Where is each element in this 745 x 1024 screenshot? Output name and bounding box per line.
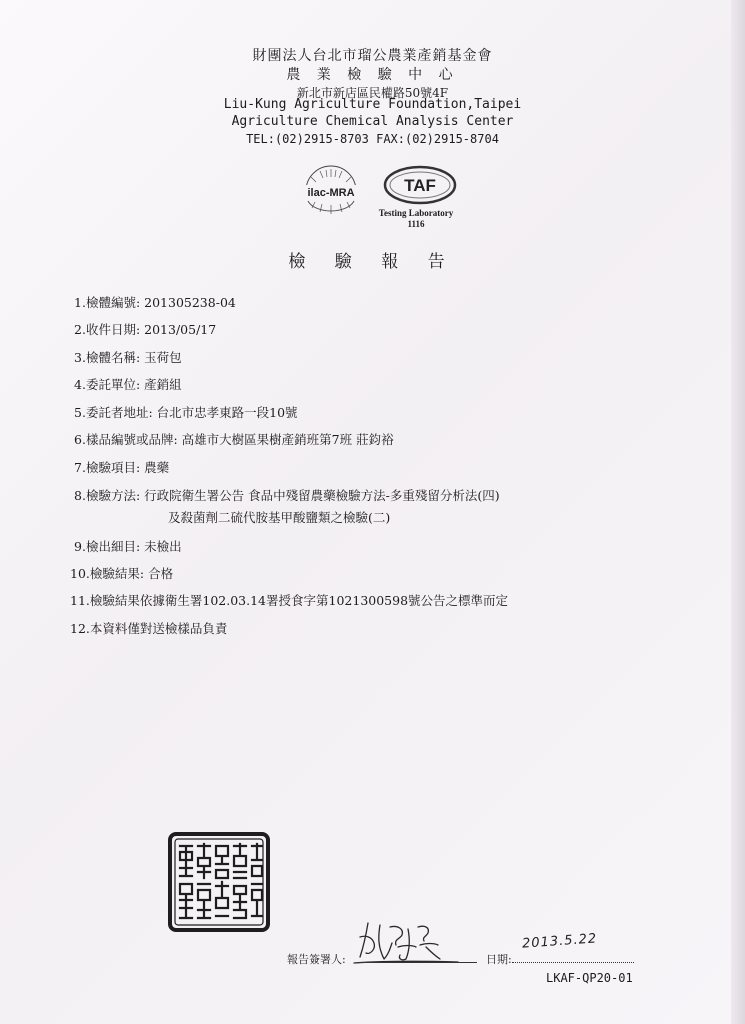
center-name-en: Agriculture Chemical Analysis Center (231, 114, 514, 129)
taf-logo (383, 165, 457, 205)
list-item (74, 537, 182, 555)
item-number: 9. (74, 539, 86, 554)
form-code: LKAF-QP20-01 (546, 971, 633, 985)
item-value: 未檢出 (144, 539, 182, 554)
list-item (74, 375, 182, 393)
taf-logo-text: TAF (404, 176, 436, 195)
page-edge (731, 0, 745, 1024)
item-value-continuation: 及殺菌劑二硫代胺基甲酸鹽類之檢驗(二) (168, 510, 391, 525)
item-value: 行政院衛生署公告 食品中殘留農藥檢驗方法-多重殘留分析法(四) (144, 488, 500, 503)
taf-caption-line2: 1116 (407, 219, 425, 229)
item-label: 檢驗結果依據衛生署102.03.14署授食字第1021300598號公告之標準而定 (89, 593, 509, 608)
item-label: 檢驗方法: (85, 488, 141, 503)
item-value: 產銷組 (144, 377, 182, 392)
report-title: 檢 驗 報 告 (288, 252, 457, 272)
list-item (70, 619, 227, 637)
item-label: 樣品編號或品牌: (85, 432, 178, 447)
item-value: 玉荷包 (144, 350, 182, 365)
list-item (74, 320, 216, 338)
item-label: 委託者地址: (85, 405, 153, 420)
item-value: 農藥 (144, 460, 170, 475)
item-label: 檢驗項目: (85, 460, 141, 475)
taf-caption-line1: Testing Laboratory (378, 208, 454, 218)
item-number: 2. (74, 322, 86, 337)
item-value: 合格 (148, 566, 174, 581)
item-label: 委託單位: (85, 377, 141, 392)
ilac-mra-logo (298, 165, 364, 217)
item-number: 10. (70, 566, 90, 581)
org-name: 財團法人台北市瑠公農業產銷基金會 (252, 48, 493, 64)
item-label: 檢體名稱: (85, 350, 141, 365)
item-number: 8. (74, 488, 86, 503)
list-item (74, 486, 500, 504)
item-label: 檢出細目: (85, 539, 141, 554)
center-name: 農 業 檢 驗 中 心 (286, 67, 459, 83)
official-seal-stamp (168, 832, 270, 932)
date-line (512, 962, 634, 963)
signer-label: 報告簽署人: (287, 953, 346, 966)
list-item (74, 348, 182, 366)
item-number: 6. (74, 432, 86, 447)
item-value: 201305238-04 (144, 295, 236, 310)
item-number: 12. (70, 621, 90, 636)
item-number: 3. (74, 350, 86, 365)
list-item (74, 458, 169, 476)
list-item (74, 293, 236, 311)
list-item (70, 564, 173, 582)
item-label: 檢驗結果: (89, 566, 145, 581)
handwritten-signature (352, 915, 462, 965)
taf-caption (366, 208, 466, 230)
item-number: 4. (74, 377, 86, 392)
address: 新北市新店區民權路50號4F (296, 86, 449, 100)
org-name-en: Liu-Kung Agriculture Foundation,Taipei (223, 97, 522, 112)
contact-info: TEL:(02)2915-8703 FAX:(02)2915-8704 (246, 132, 499, 146)
list-item (74, 430, 394, 448)
ilac-logo-text: ilac-MRA (307, 187, 355, 199)
item-number: 5. (74, 405, 86, 420)
item-number: 7. (74, 460, 86, 475)
item-number: 11. (70, 593, 90, 608)
item-value: 2013/05/17 (144, 322, 217, 337)
item-label: 收件日期: (85, 322, 141, 337)
signature-line (357, 962, 477, 963)
item-label: 本資料僅對送檢樣品負責 (89, 621, 228, 636)
handwritten-date: 2013.5.22 (521, 931, 598, 952)
item-label: 檢體編號: (85, 295, 141, 310)
date-label: 日期: (486, 953, 512, 966)
item-value: 高雄市大樹區果樹產銷班第7班 莊鈞裕 (181, 432, 394, 447)
list-item (74, 403, 298, 421)
list-item (70, 591, 508, 609)
item-value: 台北市忠孝東路一段10號 (156, 405, 298, 420)
item-number: 1. (74, 295, 86, 310)
